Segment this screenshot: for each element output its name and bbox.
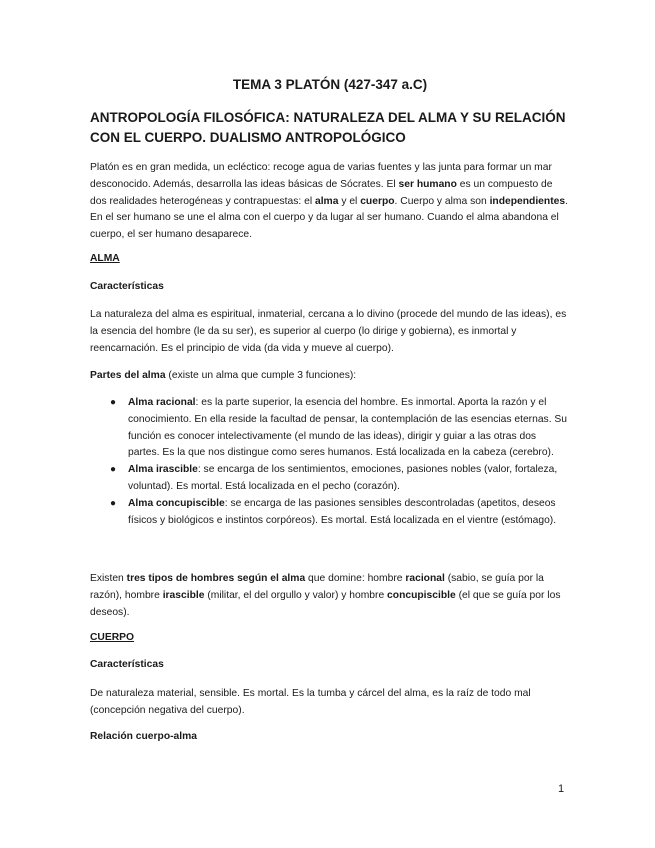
document-subtitle: ANTROPOLOGÍA FILOSÓFICA: NATURALEZA DEL ALMA Y SU RELACIÓN CON EL CUERPO. DUALISMO ANTROPOLÓGICO [90,110,566,145]
alma-caracteristicas-heading: Características [90,281,164,292]
partes-alma-paragraph: Partes del alma (existe un alma que cumple 3 funciones): [90,370,357,381]
page-number: 1 [558,783,565,795]
document-title: TEMA 3 PLATÓN (427-347 a.C) [232,77,428,92]
list-item: ● Alma racional: es la parte superior, la esencia del hombre. Es inmortal. Aporta la razón y el conocimiento. En ella reside la facultad de pensar, la contemplación de las esencias eternas. Su función es conocer intelectivamente (el mundo de las ideas), dirigir y guiar a las otras dos partes. Es la que nos distingue como seres humanos. Está localizada en la cabeza (cerebro). [110,397,568,459]
bullet-icon: ● [110,497,117,509]
intro-paragraph: Platón es en gran medida, un ecléctico: recoge agua de varias fuentes y las junta para formar un mar desconocido. Además, desarrolla las ideas básicas de Sócrates. El ser humano es un compuesto de dos realidades heterogéneas y contrapuestas: el alma y el cuerpo. Cuerpo y alma son independientes. En el ser humano se une el alma con el cuerpo y da lugar al ser humano. Cuando el alma abandona el cuerpo, el ser humano desaparece. [90,162,568,241]
bullet-icon: ● [110,464,117,476]
list-item: ● Alma irascible: se encarga de los sentimientos, emociones, pasiones nobles (valor, fortaleza, voluntad). Es mortal. Está localizada en el pecho (corazón). [110,464,558,492]
cuerpo-caracteristicas-paragraph: De naturaleza material, sensible. Es mortal. Es la tumba y cárcel del alma, es la raíz de todo mal (concepción negativa del cuerpo). [90,688,531,716]
cuerpo-heading: CUERPO [90,632,135,643]
bullet-icon: ● [110,397,117,408]
list-item: ● Alma concupiscible: se encarga de las pasiones sensibles descontroladas (apetitos, deseos físicos y biológicos e instintos corpóreos). Es mortal. Está localizada en el vientre (estómago). [110,497,557,526]
alma-caracteristicas-paragraph: La naturaleza del alma es espiritual, inmaterial, cercana a lo divino (procede del mundo de las ideas), es la esencia del hombre (le da su ser), es superior al cuerpo (lo dirige y gobierna), es inmortal y reencarnación. Es el principio de vida (da vida y mueve al cuerpo). [90,309,567,354]
alma-heading: ALMA [90,253,120,264]
partes-alma-list [90,395,570,529]
tipos-hombres-paragraph: Existen tres tipos de hombres según el alma que domine: hombre racional (sabio, se guía por la razón), hombre irascible (militar, el del orgullo y valor) y hombre concupiscible (el que se guía por los deseos). [90,573,561,618]
cuerpo-caracteristicas-heading: Características [90,659,164,670]
relacion-heading: Relación cuerpo-alma [90,731,198,742]
